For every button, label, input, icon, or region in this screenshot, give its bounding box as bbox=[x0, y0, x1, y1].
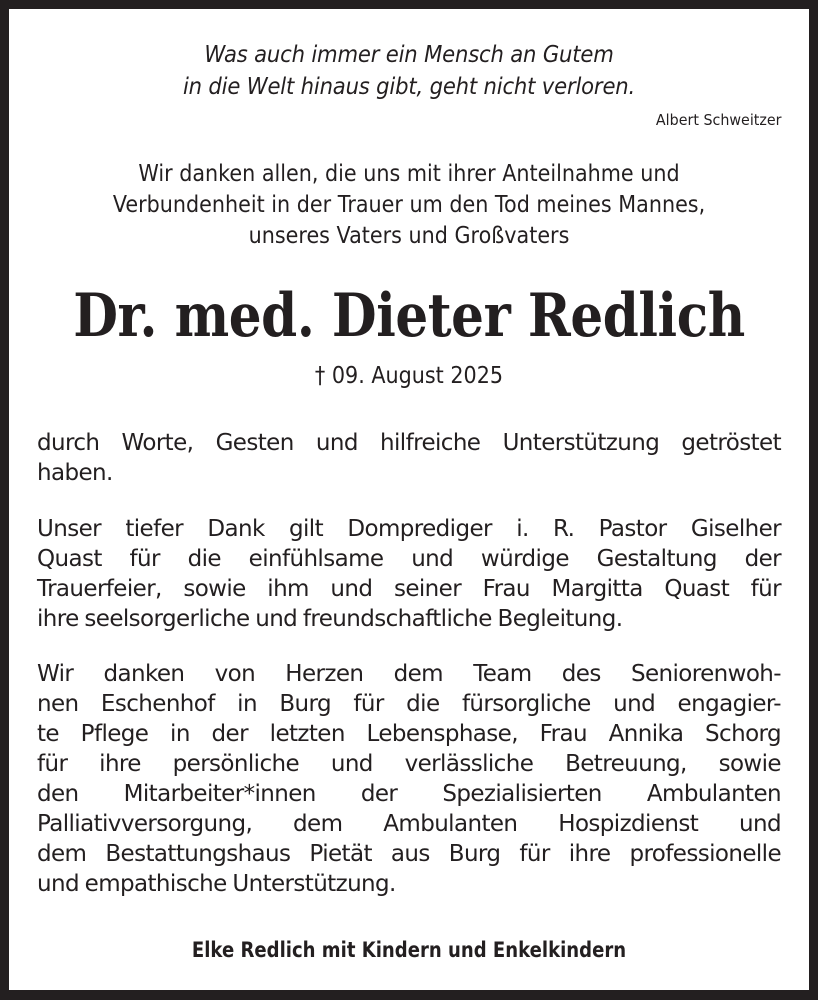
body-line: Wir danken von Herzen dem Team des Seniorenwoh- bbox=[37, 661, 781, 687]
body-line: ihre seelsorgerliche und freundschaftliche Begleitung. bbox=[37, 606, 623, 632]
quote-author: Albert Schweitzer bbox=[655, 111, 781, 129]
quote-line-2: in die Welt hinaus gibt, geht nicht verloren. bbox=[182, 74, 636, 100]
quote bbox=[41, 39, 777, 103]
body-line: nen Eschenhof in Burg für die fürsorgliche und engagier- bbox=[37, 691, 781, 717]
body-paragraph-1 bbox=[37, 428, 781, 488]
signature: Elke Redlich mit Kindern und Enkelkindern bbox=[191, 938, 627, 962]
body-line: Unser tiefer Dank gilt Domprediger i. R. Pastor Giselher bbox=[37, 516, 781, 542]
death-date: † 09. August 2025 bbox=[314, 363, 504, 389]
deceased-name: Dr. med. Dieter Redlich bbox=[73, 281, 745, 351]
body-line: te Pflege in der letzten Lebensphase, Frau Annika Schorg bbox=[37, 721, 781, 747]
body-paragraph-2 bbox=[37, 514, 781, 634]
body-line: dem Bestattungshaus Pietät aus Burg für ihre professionelle bbox=[37, 841, 781, 867]
intro-text bbox=[49, 159, 769, 252]
intro-line-3: unseres Vaters und Großvaters bbox=[248, 223, 570, 249]
body-line: und empathische Unterstützung. bbox=[37, 871, 396, 897]
obituary-card bbox=[9, 9, 809, 990]
body-line: haben. bbox=[37, 460, 113, 486]
body-line: für ihre persönliche und verlässliche Betreuung, sowie bbox=[37, 751, 781, 777]
body-line: den Mitarbeiter*innen der Spezialisierten Ambulanten bbox=[37, 781, 781, 807]
body-line: Trauerfeier, sowie ihm und seiner Frau Margitta Quast für bbox=[37, 576, 781, 602]
body-line: durch Worte, Gesten und hilfreiche Unterstützung getröstet bbox=[37, 430, 781, 456]
quote-line-1: Was auch immer ein Mensch an Gutem bbox=[204, 42, 614, 68]
body-paragraph-3 bbox=[37, 659, 781, 899]
intro-line-2: Verbundenheit in der Trauer um den Tod meines Mannes, bbox=[112, 192, 706, 218]
body-line: Palliativversorgung, dem Ambulanten Hospizdienst und bbox=[37, 811, 781, 837]
body-line: Quast für die einfühlsame und würdige Gestaltung der bbox=[37, 546, 781, 572]
intro-line-1: Wir danken allen, die uns mit ihrer Anteilnahme und bbox=[138, 161, 680, 187]
